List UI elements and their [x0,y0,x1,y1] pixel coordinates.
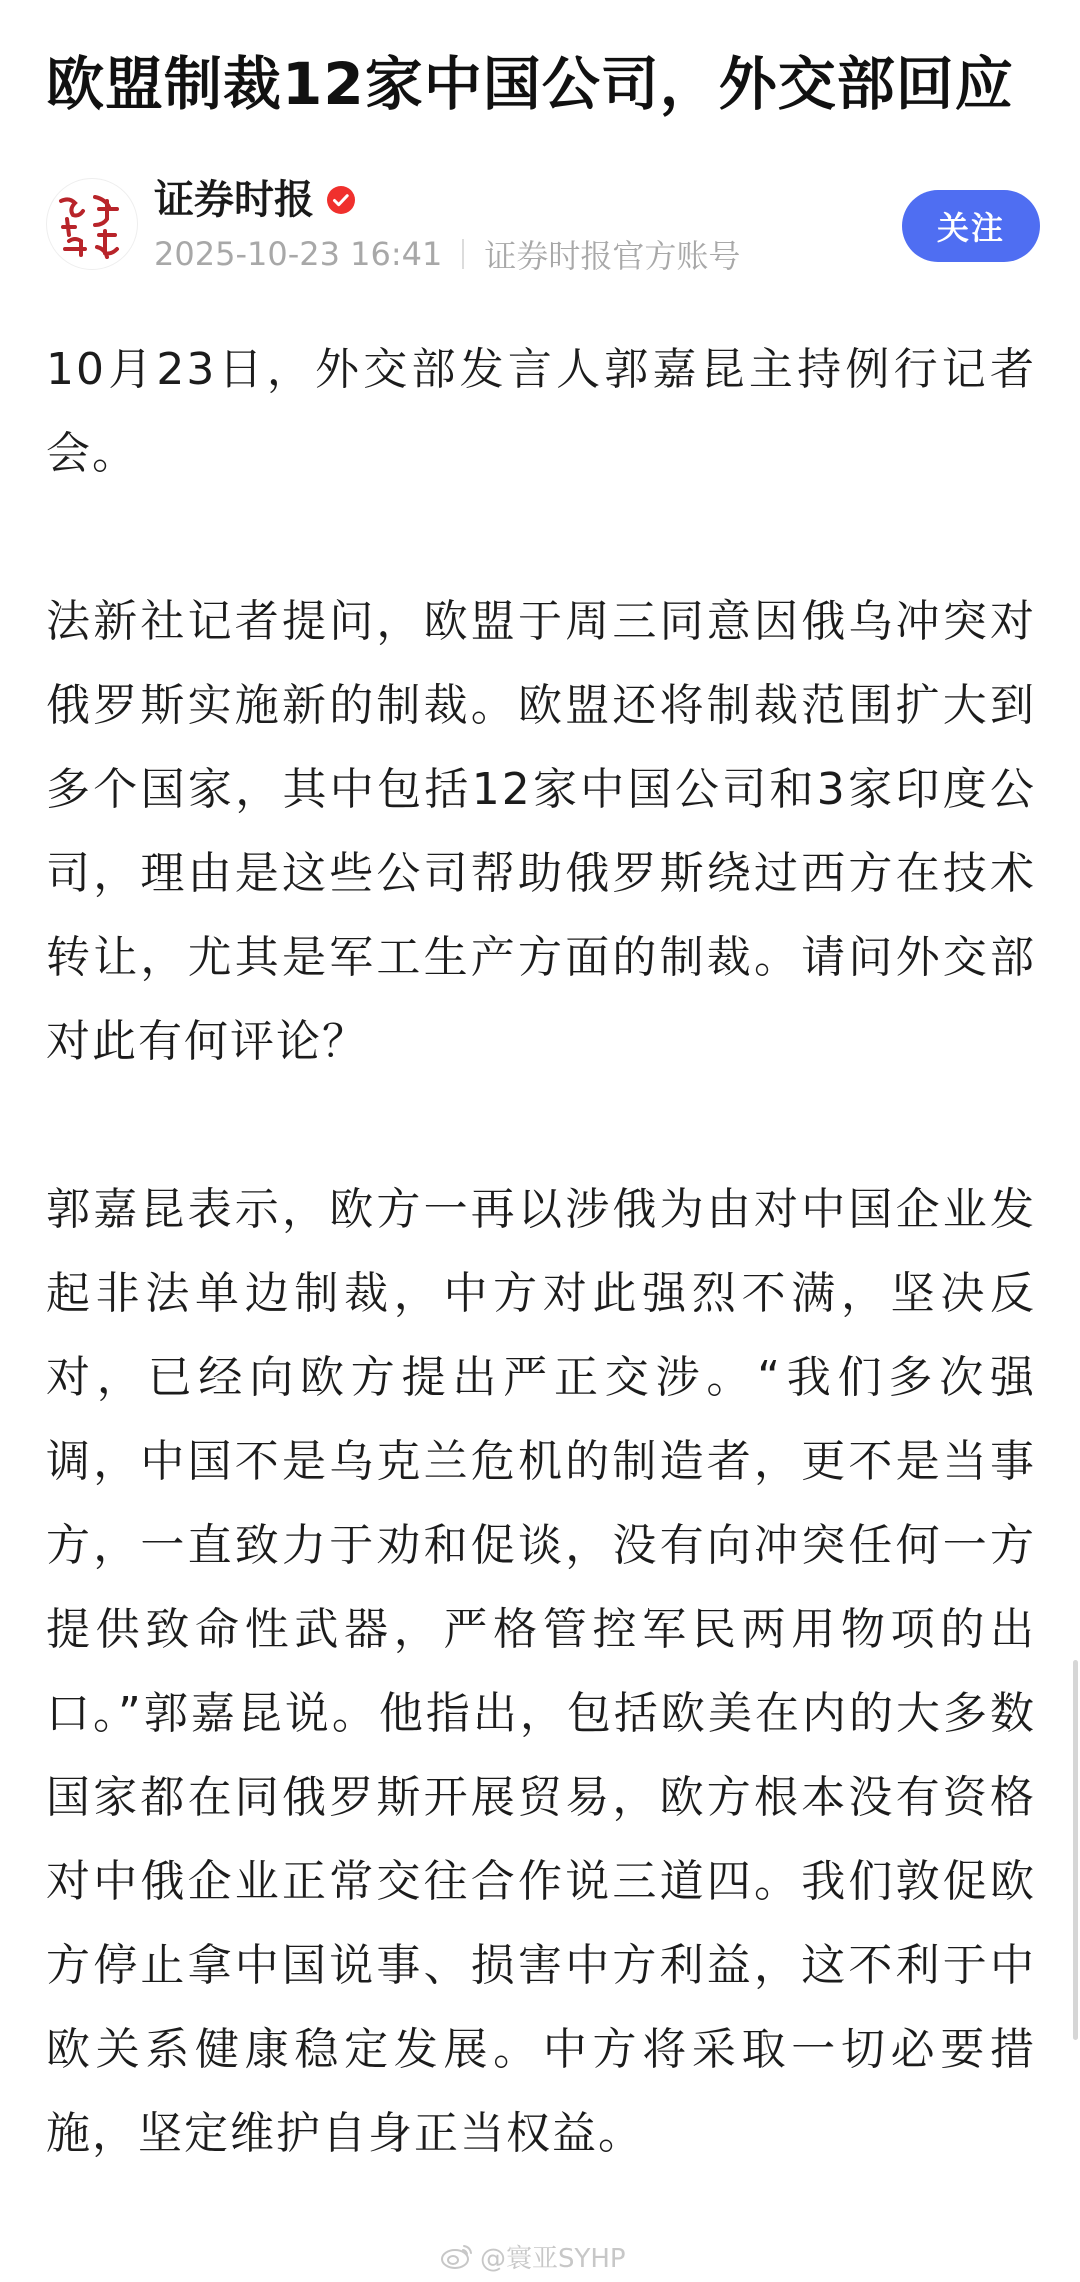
scrollbar[interactable] [1073,1660,1078,2040]
avatar-logo-icon [47,179,137,269]
author-name-wrap [154,172,356,228]
watermark [440,2238,626,2274]
meta-divider [462,239,464,269]
weibo-logo-icon [440,2242,474,2270]
author-name[interactable]: 证券时报 [154,177,314,223]
verified-badge-icon [326,185,356,215]
author-avatar[interactable] [46,178,138,270]
article-meta [154,234,740,274]
article-paragraph-1: 10月23日，外交部发言人郭嘉昆主持例行记者会。 [46,344,1036,479]
article-body [46,328,1036,2260]
publish-time: 2025-10-23 16:41 [154,235,443,273]
article-paragraph-3: 郭嘉昆表示，欧方一再以涉俄为由对中国企业发起非法单边制裁，中方对此强烈不满，坚决反对，已经向欧方提出严正交涉。“我们多次强调，中国不是乌克兰危机的制造者，更不是当事方，一直致力于劝和促谈，没有向冲突任何一方提供致命性武器，严格管控军民两用物项的出口。”郭嘉昆说。他指出，包括欧美在内的大多数国家都在同俄罗斯开展贸易，欧方根本没有资格对中俄企业正常交往合作说三道四。我们敦促欧方停止拿中国说事、损害中方利益，这不利于中欧关系健康稳定发展。中方将采取一切必要措施，坚定维护自身正当权益。 [46,1184,1036,2159]
follow-button[interactable]: 关注 [902,190,1040,262]
account-label: 证券时报官方账号 [484,237,741,275]
article-title: 欧盟制裁12家中国公司，外交部回应 [46,50,1014,118]
author-row [46,172,1040,282]
article-paragraph-2: 法新社记者提问，欧盟于周三同意因俄乌冲突对俄罗斯实施新的制裁。欧盟还将制裁范围扩大到多个国家，其中包括12家中国公司和3家印度公司，理由是这些公司帮助俄罗斯绕过西方在技术转让，尤其是军工生产方面的制裁。请问外交部对此有何评论？ [46,596,1036,1067]
watermark-text: @寰亚SYHP [480,2243,626,2274]
